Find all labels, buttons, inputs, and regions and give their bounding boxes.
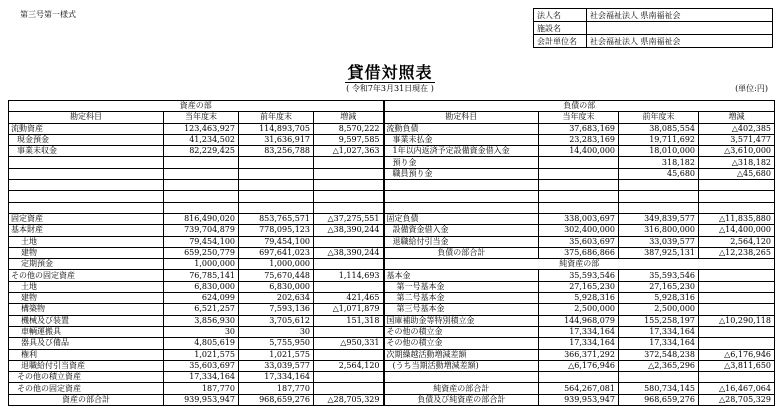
asset-previous-cell bbox=[239, 168, 314, 179]
asset-previous-cell: 968,659,276 bbox=[239, 394, 314, 405]
asset-account-cell: 機械及び装置 bbox=[9, 315, 164, 326]
asset-account-cell: その他の固定資産 bbox=[9, 383, 164, 394]
asset-change-cell: △950,331 bbox=[314, 338, 384, 349]
liability-change-cell bbox=[699, 338, 775, 349]
liability-current-cell: 35,603,697 bbox=[539, 236, 619, 247]
liability-previous-cell: 580,734,145 bbox=[619, 383, 699, 394]
liability-previous-cell: 18,010,000 bbox=[619, 146, 699, 157]
asset-previous-cell: 33,039,577 bbox=[239, 360, 314, 371]
asset-current-cell: 41,234,502 bbox=[164, 134, 239, 145]
asset-change-cell bbox=[314, 372, 384, 383]
asset-current-cell: 3,856,930 bbox=[164, 315, 239, 326]
liability-current-cell: 17,334,164 bbox=[539, 326, 619, 337]
table-row bbox=[9, 270, 775, 281]
table-row bbox=[9, 247, 775, 258]
liability-account-cell: 職員預り金 bbox=[384, 168, 539, 179]
liability-previous-cell: 316,800,000 bbox=[619, 225, 699, 236]
liability-current-cell bbox=[539, 191, 619, 202]
asset-previous-cell: 30 bbox=[239, 326, 314, 337]
asset-change-cell: 421,465 bbox=[314, 293, 384, 304]
liability-change-cell: △6,176,946 bbox=[699, 349, 775, 360]
asset-previous-cell bbox=[239, 180, 314, 191]
liability-account-cell: 固定負債 bbox=[384, 213, 539, 224]
asset-change-cell: △38,390,244 bbox=[314, 247, 384, 258]
asset-account-cell: 構築物 bbox=[9, 304, 164, 315]
asset-change-cell: 8,570,222 bbox=[314, 123, 384, 134]
asset-current-cell: 79,454,100 bbox=[164, 236, 239, 247]
section-header-row bbox=[9, 101, 775, 112]
liability-account-cell bbox=[384, 191, 539, 202]
asset-previous-cell: 31,636,917 bbox=[239, 134, 314, 145]
liability-current-cell: 144,968,079 bbox=[539, 315, 619, 326]
liability-previous-cell: △2,365,296 bbox=[619, 360, 699, 371]
asset-previous-cell: 5,755,950 bbox=[239, 338, 314, 349]
asset-previous-cell: 778,095,123 bbox=[239, 225, 314, 236]
liability-account-cell: 負債及び純資産の部合計 bbox=[384, 394, 539, 405]
table-row bbox=[9, 146, 775, 157]
asset-change-cell bbox=[314, 191, 384, 202]
liability-current-cell: 27,165,230 bbox=[539, 281, 619, 292]
liability-previous-cell bbox=[619, 191, 699, 202]
asset-current-cell: 30 bbox=[164, 326, 239, 337]
table-row bbox=[9, 349, 775, 360]
asset-change-cell: 151,318 bbox=[314, 315, 384, 326]
liability-account-cell bbox=[384, 202, 539, 213]
asset-account-cell bbox=[9, 191, 164, 202]
asset-change-cell: △38,390,244 bbox=[314, 225, 384, 236]
asset-current-cell: 739,704,879 bbox=[164, 225, 239, 236]
asset-previous-cell: 1,021,575 bbox=[239, 349, 314, 360]
liability-current-cell: 338,003,697 bbox=[539, 213, 619, 224]
liability-previous-cell bbox=[619, 180, 699, 191]
asset-account-cell: 建物 bbox=[9, 293, 164, 304]
assets-section-header: 資産の部 bbox=[9, 101, 384, 112]
asset-previous-cell: 187,770 bbox=[239, 383, 314, 394]
asset-change-cell bbox=[314, 281, 384, 292]
asset-change-cell bbox=[314, 157, 384, 168]
table-row bbox=[9, 202, 775, 213]
table-row bbox=[9, 123, 775, 134]
liability-previous-cell: 5,928,316 bbox=[619, 293, 699, 304]
asset-previous-cell bbox=[239, 202, 314, 213]
liability-current-cell: 37,683,169 bbox=[539, 123, 619, 134]
asset-change-cell bbox=[314, 349, 384, 360]
liability-current-cell bbox=[539, 372, 619, 383]
asset-current-cell: 939,953,947 bbox=[164, 394, 239, 405]
liability-current-cell: 2,500,000 bbox=[539, 304, 619, 315]
table-row bbox=[9, 315, 775, 326]
asset-current-cell bbox=[164, 157, 239, 168]
liability-previous-cell: 349,839,577 bbox=[619, 213, 699, 224]
asset-change-cell bbox=[314, 202, 384, 213]
asset-change-cell bbox=[314, 383, 384, 394]
info-label: 会計単位名 bbox=[534, 35, 587, 48]
liability-current-cell: 375,686,866 bbox=[539, 247, 619, 258]
liability-previous-cell: 38,085,554 bbox=[619, 123, 699, 134]
info-value: 社会福祉法人 県南福祉会 bbox=[587, 35, 773, 48]
info-label: 施設名 bbox=[534, 22, 587, 35]
asset-current-cell: 6,521,257 bbox=[164, 304, 239, 315]
table-row bbox=[9, 134, 775, 145]
liability-previous-cell: 45,680 bbox=[619, 168, 699, 179]
liability-previous-cell: 33,039,577 bbox=[619, 236, 699, 247]
liability-change-cell bbox=[699, 180, 775, 191]
liability-change-cell: △402,385 bbox=[699, 123, 775, 134]
asset-current-cell: 35,603,697 bbox=[164, 360, 239, 371]
asset-previous-cell: 114,893,705 bbox=[239, 123, 314, 134]
asset-current-cell: 76,785,141 bbox=[164, 270, 239, 281]
liability-account-cell: 第一号基本金 bbox=[384, 281, 539, 292]
asset-current-cell: 82,229,425 bbox=[164, 146, 239, 157]
liability-change-cell: △3,610,000 bbox=[699, 146, 775, 157]
liability-current-cell: △6,176,946 bbox=[539, 360, 619, 371]
liability-account-cell: 設備資金借入金 bbox=[384, 225, 539, 236]
asset-previous-cell bbox=[239, 157, 314, 168]
net-assets-section-header: 純資産の部 bbox=[384, 259, 775, 270]
liability-account-cell: 基本金 bbox=[384, 270, 539, 281]
asset-current-cell: 624,099 bbox=[164, 293, 239, 304]
asset-current-cell bbox=[164, 180, 239, 191]
table-row bbox=[9, 394, 775, 405]
table-row bbox=[9, 338, 775, 349]
liability-change-cell bbox=[699, 202, 775, 213]
asset-account-cell: その他の固定資産 bbox=[9, 270, 164, 281]
liability-change-cell: △28,705,329 bbox=[699, 394, 775, 405]
liability-change-cell: △16,467,064 bbox=[699, 383, 775, 394]
asset-change-cell bbox=[314, 259, 384, 270]
asset-change-cell bbox=[314, 236, 384, 247]
asset-account-cell: 事業未収金 bbox=[9, 146, 164, 157]
liability-account-cell: 第三号基本金 bbox=[384, 304, 539, 315]
liability-previous-cell bbox=[619, 372, 699, 383]
asset-account-cell: 現金預金 bbox=[9, 134, 164, 145]
asset-account-cell: 権利 bbox=[9, 349, 164, 360]
asset-current-cell: 187,770 bbox=[164, 383, 239, 394]
asset-current-cell bbox=[164, 191, 239, 202]
info-label: 法人名 bbox=[534, 9, 587, 22]
asset-account-cell: 定期預金 bbox=[9, 259, 164, 270]
liability-previous-cell: 387,925,131 bbox=[619, 247, 699, 258]
liability-account-cell: 国庫補助金等特別積立金 bbox=[384, 315, 539, 326]
asset-previous-cell: 6,830,000 bbox=[239, 281, 314, 292]
liability-previous-cell: 17,334,164 bbox=[619, 338, 699, 349]
asset-change-cell: △28,705,329 bbox=[314, 394, 384, 405]
asset-current-cell: 1,000,000 bbox=[164, 259, 239, 270]
table-row bbox=[9, 360, 775, 371]
asset-account-cell: 車輌運搬具 bbox=[9, 326, 164, 337]
liability-change-cell: △11,835,880 bbox=[699, 213, 775, 224]
asset-change-cell: △1,027,363 bbox=[314, 146, 384, 157]
column-header: 当年度末 bbox=[539, 112, 619, 123]
liability-change-cell bbox=[699, 270, 775, 281]
liability-current-cell: 23,283,169 bbox=[539, 134, 619, 145]
liability-account-cell bbox=[384, 372, 539, 383]
balance-sheet-table bbox=[8, 100, 775, 406]
asset-previous-cell: 1,000,000 bbox=[239, 259, 314, 270]
liability-change-cell bbox=[699, 281, 775, 292]
column-header: 前年度末 bbox=[619, 112, 699, 123]
liability-account-cell: 流動負債 bbox=[384, 123, 539, 134]
liability-current-cell: 14,400,000 bbox=[539, 146, 619, 157]
liability-current-cell: 302,400,000 bbox=[539, 225, 619, 236]
table-row bbox=[9, 236, 775, 247]
liability-account-cell: 次期繰越活動増減差額 bbox=[384, 349, 539, 360]
liability-account-cell: その他の積立金 bbox=[384, 338, 539, 349]
asset-account-cell: 流動資産 bbox=[9, 123, 164, 134]
asset-change-cell bbox=[314, 326, 384, 337]
liability-current-cell bbox=[539, 180, 619, 191]
form-number: 第三号第一様式 bbox=[20, 10, 76, 19]
liability-account-cell: 負債の部合計 bbox=[384, 247, 539, 258]
liability-account-cell bbox=[384, 180, 539, 191]
unit-label: (単位:円) bbox=[735, 84, 768, 93]
liability-current-cell: 17,334,164 bbox=[539, 338, 619, 349]
liability-change-cell: △14,400,000 bbox=[699, 225, 775, 236]
liability-previous-cell: 17,334,164 bbox=[619, 326, 699, 337]
liability-previous-cell bbox=[619, 202, 699, 213]
asset-previous-cell: 83,256,788 bbox=[239, 146, 314, 157]
asset-current-cell bbox=[164, 168, 239, 179]
liability-change-cell: △45,680 bbox=[699, 168, 775, 179]
table-row bbox=[9, 372, 775, 383]
report-date: ( 令和7年3月31日現在 ) bbox=[346, 84, 434, 93]
liability-change-cell bbox=[699, 326, 775, 337]
column-header: 勘定科目 bbox=[9, 112, 164, 123]
liability-current-cell: 939,953,947 bbox=[539, 394, 619, 405]
column-header: 勘定科目 bbox=[384, 112, 539, 123]
info-value: 社会福祉法人 県南福祉会 bbox=[587, 9, 773, 22]
column-header: 増減 bbox=[314, 112, 384, 123]
liability-account-cell: 第二号基本金 bbox=[384, 293, 539, 304]
liability-previous-cell: 27,165,230 bbox=[619, 281, 699, 292]
liability-previous-cell: 19,711,692 bbox=[619, 134, 699, 145]
asset-account-cell: 固定資産 bbox=[9, 213, 164, 224]
liability-current-cell bbox=[539, 168, 619, 179]
asset-previous-cell: 17,334,164 bbox=[239, 372, 314, 383]
liability-current-cell: 366,371,292 bbox=[539, 349, 619, 360]
asset-previous-cell: 202,634 bbox=[239, 293, 314, 304]
liability-previous-cell: 155,258,197 bbox=[619, 315, 699, 326]
asset-account-cell bbox=[9, 202, 164, 213]
liability-account-cell: 預り金 bbox=[384, 157, 539, 168]
asset-account-cell: 建物 bbox=[9, 247, 164, 258]
table-row bbox=[9, 383, 775, 394]
liability-change-cell: △12,238,265 bbox=[699, 247, 775, 258]
column-header: 当年度末 bbox=[164, 112, 239, 123]
table-row bbox=[9, 213, 775, 224]
liability-current-cell bbox=[539, 157, 619, 168]
liability-account-cell: 1年以内返済予定設備資金借入金 bbox=[384, 146, 539, 157]
liability-previous-cell: 2,500,000 bbox=[619, 304, 699, 315]
asset-previous-cell: 75,670,448 bbox=[239, 270, 314, 281]
column-header: 増減 bbox=[699, 112, 775, 123]
table-row bbox=[9, 259, 775, 270]
table-row bbox=[9, 304, 775, 315]
asset-previous-cell: 697,641,023 bbox=[239, 247, 314, 258]
asset-account-cell: その他の積立資産 bbox=[9, 372, 164, 383]
asset-change-cell bbox=[314, 168, 384, 179]
liability-current-cell: 5,928,316 bbox=[539, 293, 619, 304]
liability-previous-cell: 318,182 bbox=[619, 157, 699, 168]
liability-account-cell: その他の積立金 bbox=[384, 326, 539, 337]
liability-change-cell bbox=[699, 191, 775, 202]
liability-previous-cell: 968,659,276 bbox=[619, 394, 699, 405]
table-row bbox=[9, 326, 775, 337]
liability-previous-cell: 372,548,238 bbox=[619, 349, 699, 360]
page-title: 貸借対照表 bbox=[347, 63, 433, 82]
liability-account-cell: 退職給付引当金 bbox=[384, 236, 539, 247]
asset-change-cell: △37,275,551 bbox=[314, 213, 384, 224]
asset-account-cell: 器具及び備品 bbox=[9, 338, 164, 349]
entity-info-table bbox=[533, 8, 773, 48]
asset-change-cell bbox=[314, 180, 384, 191]
liability-change-cell: 3,571,477 bbox=[699, 134, 775, 145]
liability-change-cell bbox=[699, 304, 775, 315]
asset-account-cell: 基本財産 bbox=[9, 225, 164, 236]
asset-account-cell bbox=[9, 180, 164, 191]
asset-current-cell: 6,830,000 bbox=[164, 281, 239, 292]
liability-current-cell: 35,593,546 bbox=[539, 270, 619, 281]
table-row bbox=[9, 281, 775, 292]
asset-account-cell: 退職給付引当資産 bbox=[9, 360, 164, 371]
asset-current-cell bbox=[164, 202, 239, 213]
liability-change-cell: △10,290,118 bbox=[699, 315, 775, 326]
asset-current-cell: 816,490,020 bbox=[164, 213, 239, 224]
asset-change-cell: 9,597,585 bbox=[314, 134, 384, 145]
asset-previous-cell: 3,705,612 bbox=[239, 315, 314, 326]
column-header-row bbox=[9, 112, 775, 123]
asset-current-cell: 659,250,779 bbox=[164, 247, 239, 258]
asset-previous-cell: 79,454,100 bbox=[239, 236, 314, 247]
asset-previous-cell: 7,593,136 bbox=[239, 304, 314, 315]
liability-previous-cell: 35,593,546 bbox=[619, 270, 699, 281]
liability-account-cell: 純資産の部合計 bbox=[384, 383, 539, 394]
asset-account-cell: 土地 bbox=[9, 281, 164, 292]
table-row bbox=[9, 168, 775, 179]
liability-change-cell: △318,182 bbox=[699, 157, 775, 168]
table-row bbox=[9, 293, 775, 304]
liability-change-cell: △3,811,650 bbox=[699, 360, 775, 371]
liability-change-cell bbox=[699, 372, 775, 383]
table-row bbox=[9, 180, 775, 191]
liability-change-cell bbox=[699, 293, 775, 304]
table-row bbox=[9, 157, 775, 168]
asset-current-cell: 4,805,619 bbox=[164, 338, 239, 349]
asset-account-cell bbox=[9, 168, 164, 179]
liabilities-section-header: 負債の部 bbox=[384, 101, 775, 112]
table-row bbox=[9, 191, 775, 202]
asset-previous-cell bbox=[239, 191, 314, 202]
asset-account-cell bbox=[9, 157, 164, 168]
table-row bbox=[9, 225, 775, 236]
liability-current-cell: 564,267,081 bbox=[539, 383, 619, 394]
liability-account-cell: 事業未払金 bbox=[384, 134, 539, 145]
asset-current-cell: 1,021,575 bbox=[164, 349, 239, 360]
asset-change-cell: 1,114,693 bbox=[314, 270, 384, 281]
asset-current-cell: 123,463,927 bbox=[164, 123, 239, 134]
liability-current-cell bbox=[539, 202, 619, 213]
asset-current-cell: 17,334,164 bbox=[164, 372, 239, 383]
liability-account-cell: (うち当期活動増減差額) bbox=[384, 360, 539, 371]
info-value bbox=[587, 22, 773, 35]
asset-previous-cell: 853,765,571 bbox=[239, 213, 314, 224]
asset-change-cell: △1,071,879 bbox=[314, 304, 384, 315]
column-header: 前年度末 bbox=[239, 112, 314, 123]
liability-change-cell: 2,564,120 bbox=[699, 236, 775, 247]
asset-account-cell: 土地 bbox=[9, 236, 164, 247]
asset-account-cell: 資産の部合計 bbox=[9, 394, 164, 405]
asset-change-cell: 2,564,120 bbox=[314, 360, 384, 371]
